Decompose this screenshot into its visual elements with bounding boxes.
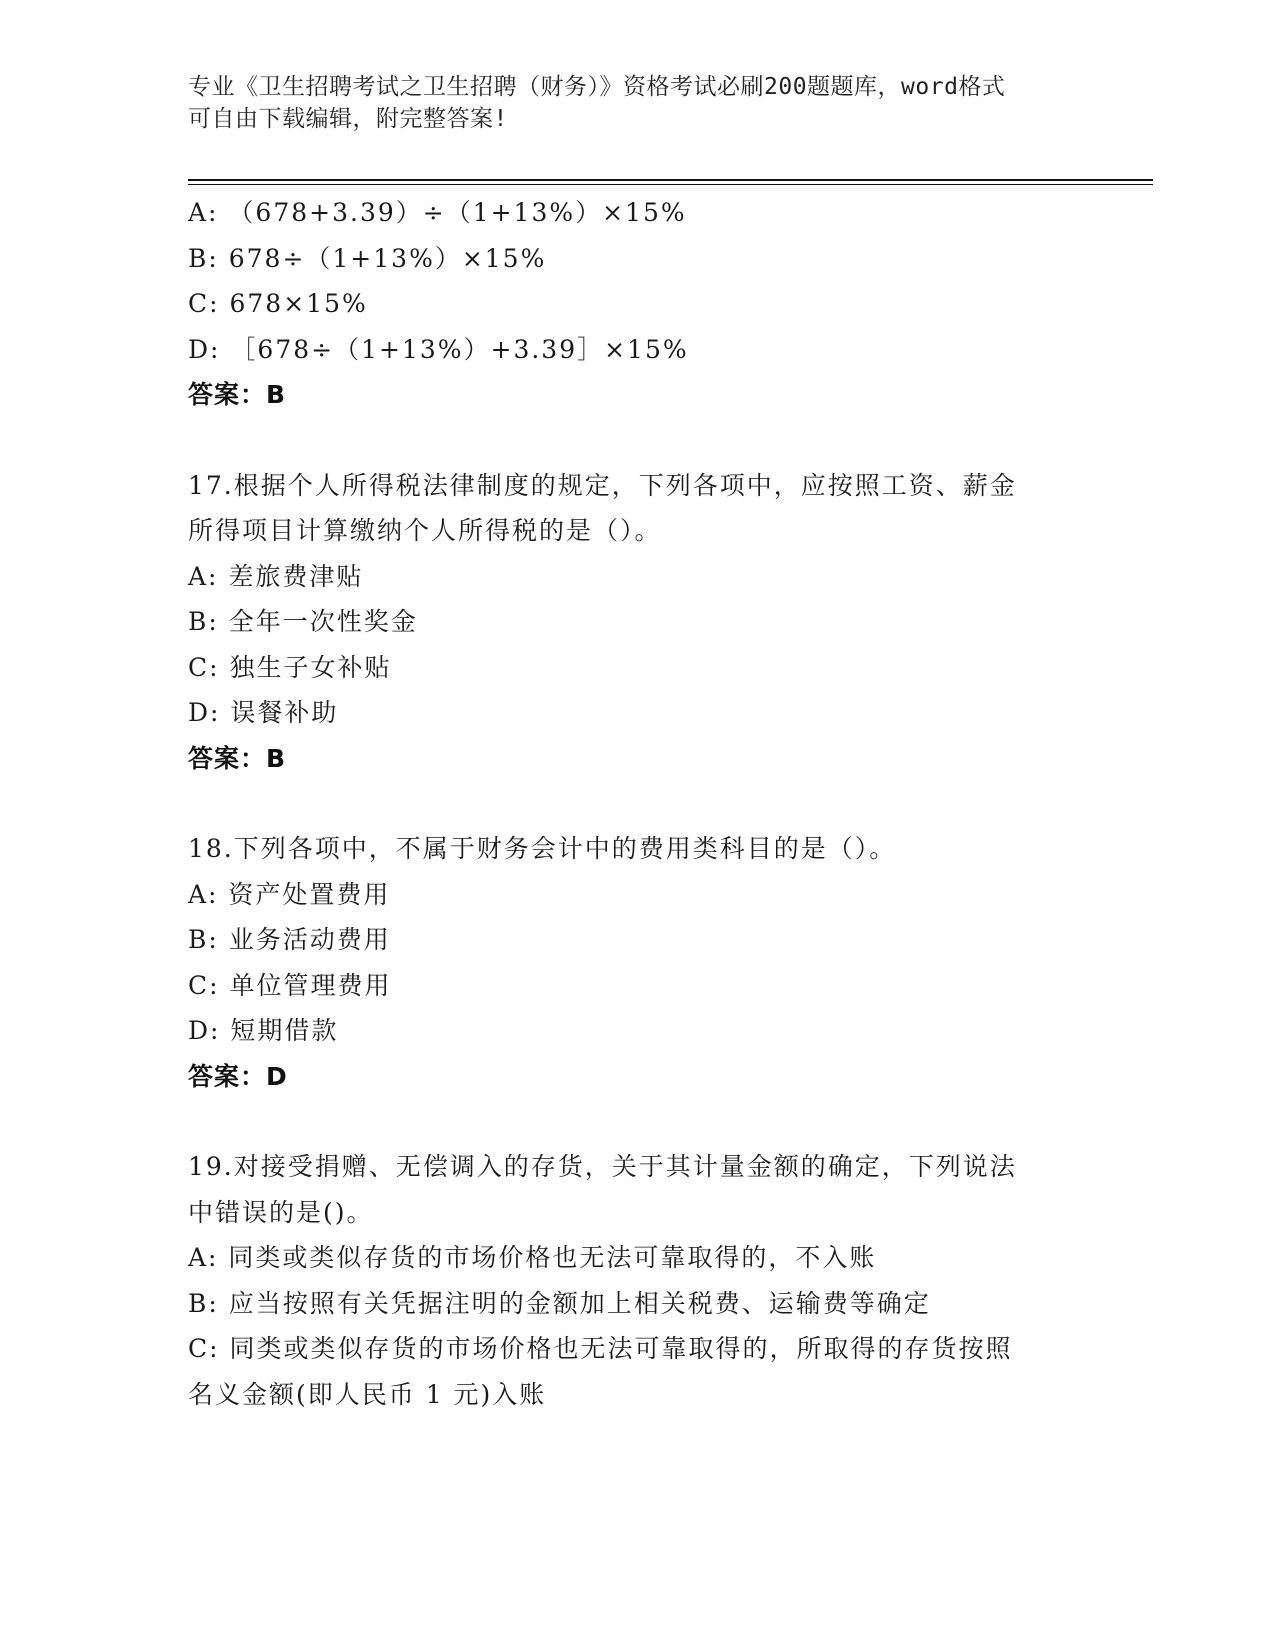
question-19 [188,1144,1088,1417]
option-c: C: 678×15% [188,289,368,318]
question-stem: 19.对接受捐赠、无偿调入的存货，关于其计量金额的确定，下列说法 [188,1152,1017,1181]
option-b: B: 业务活动费用 [188,925,391,954]
option-a: A: （678+3.39）÷（1+13%）×15% [188,198,687,227]
option-a: A: 同类或类似存货的市场价格也无法可靠取得的，不入账 [188,1243,877,1272]
option-c: C: 单位管理费用 [188,970,392,1000]
option-d: D: 误餐补助 [188,698,339,727]
question-17 [188,463,1088,782]
option-c: C: 同类或类似存货的市场价格也无法可靠取得的，所取得的存货按照 [188,1334,1013,1363]
spacer [188,1099,1088,1144]
question-stem: 17.根据个人所得税法律制度的规定，下列各项中，应按照工资、薪金 [188,470,1017,500]
option-c-cont: 名义金额(即人民币 1 元)入账 [188,1379,547,1409]
answer: 答案：D [188,1061,288,1091]
document-header [188,71,1088,135]
header-line-2: 可自由下载编辑，附完整答案! [188,106,508,132]
answer: 答案：B [188,380,287,409]
question-content [188,190,1088,1417]
spacer [188,418,1088,463]
option-d: D: ［678÷（1+13%）+3.39］×15% [188,334,689,364]
answer: 答案：B [188,743,287,773]
spacer [188,781,1088,826]
question-stem-cont: 所得项目计算缴纳个人所得税的是（）。 [188,516,662,545]
option-b: B: 应当按照有关凭据注明的金额加上相关税费、运输费等确定 [188,1288,931,1318]
option-b: B: 全年一次性奖金 [188,607,418,636]
question-16 [188,190,1088,418]
option-d: D: 短期借款 [188,1016,339,1045]
header-line-1: 专业《卫生招聘考试之卫生招聘（财务）》资格考试必刷200题题库，word格式 [188,74,1006,100]
option-a: A: 资产处置费用 [188,879,391,909]
question-stem-cont: 中错误的是()。 [188,1197,374,1227]
question-stem: 18.下列各项中，不属于财务会计中的费用类科目的是（）。 [188,834,897,863]
header-divider-thin [188,184,1153,185]
option-c: C: 独生子女补贴 [188,652,392,682]
option-b: B: 678÷（1+13%）×15% [188,243,547,273]
question-18 [188,826,1088,1099]
header-divider-thick [188,179,1153,181]
option-a: A: 差旅费津贴 [188,561,364,591]
